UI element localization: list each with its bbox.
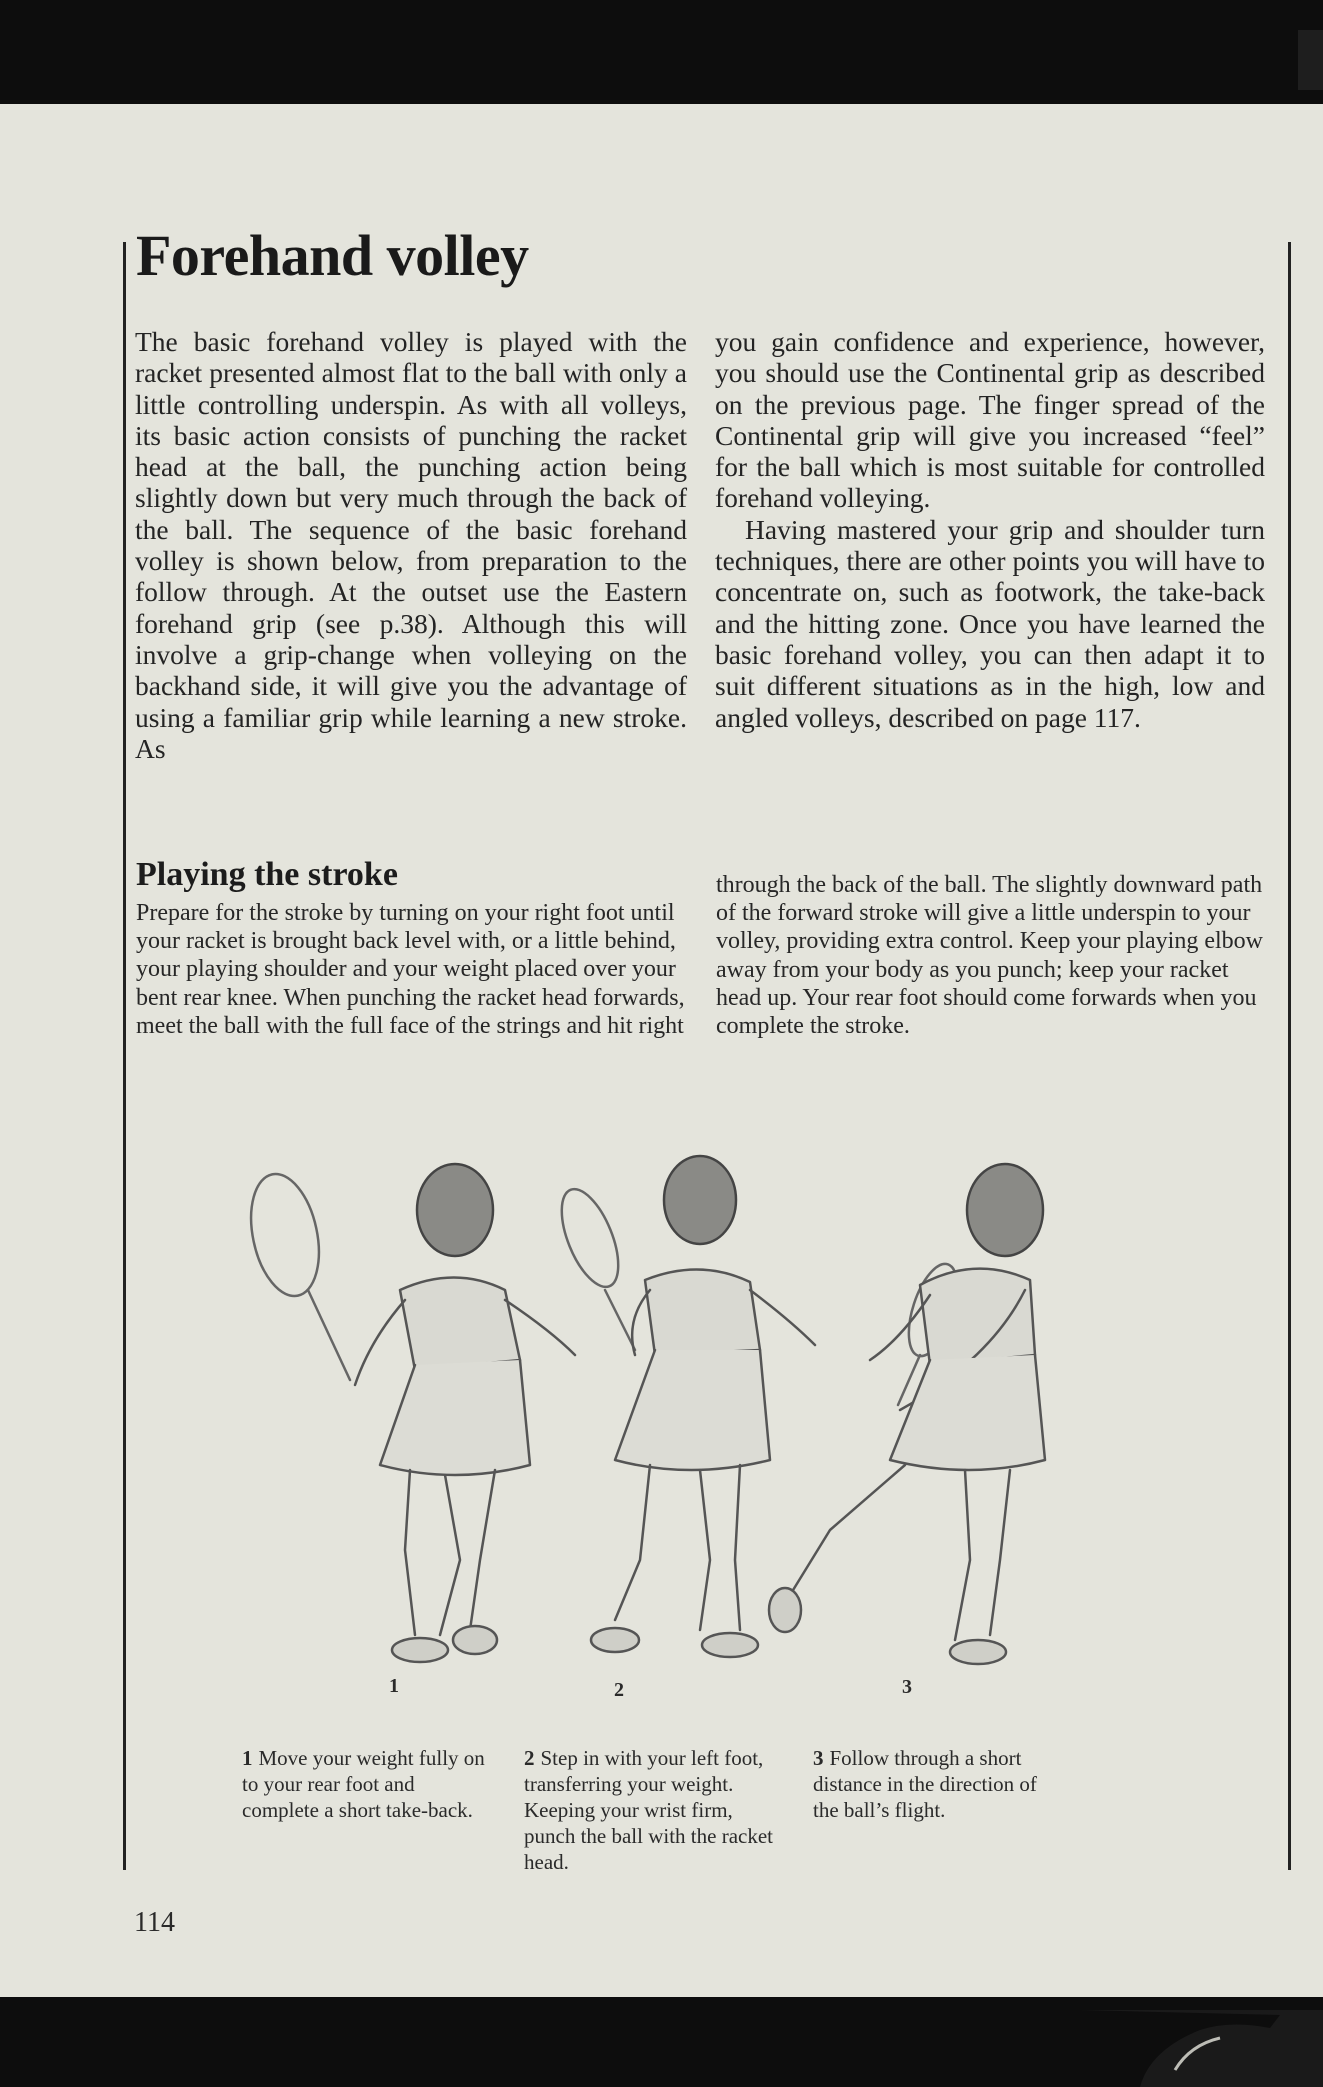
scan-hand-shadow [1080, 2010, 1323, 2087]
figure-number-1: 1 [389, 1675, 399, 1697]
left-margin-rule [123, 242, 126, 1870]
section-column-right: through the back of the ball. The slightly downward path of the forward stroke will give a little underspin to your volley, providing extra control. Keep your playing elbow away from your body as you punch; keep your racket head up. Your rear foot should come forwards when you complete the stroke. [716, 872, 1263, 1040]
caption-text-3: Follow through a short distance in the direction of the ball’s flight. [813, 1746, 1037, 1822]
figure-number-2: 2 [614, 1679, 624, 1701]
section-column-left: Prepare for the stroke by turning on your right foot until your racket is brought back level with, or a little behind, your playing shoulder and your weight placed over your bent rear knee. When punching the racket head forwards, meet the ball with the full face of the strings and hit right [136, 900, 685, 1039]
caption-number-3: 3 [813, 1746, 824, 1770]
intro-paragraph-1: The basic forehand volley is played with the racket presented almost flat to the ball with only a little controlling underspin. As with all volleys, its basic action consists of punching the racket head at the ball, the punching action being slightly down but very much through the back of the ball. The sequence of the basic forehand volley is shown below, from preparation to the follow through. At the outset use the Eastern forehand grip (see p.38). Although this will involve a grip-change when volleying on the backhand side, it will give you the advantage of using a familiar grip while learning a new stroke. As [135, 326, 687, 764]
caption-number-1: 1 [242, 1746, 253, 1770]
intro-column-left [135, 326, 687, 764]
figure-caption-1 [242, 1745, 492, 1823]
player-figure-3 [769, 1164, 1045, 1664]
right-margin-rule [1288, 242, 1291, 1870]
caption-text-2: Step in with your left foot, transferring your weight. Keeping your wrist firm, punch the ball with the racket head. [524, 1746, 773, 1874]
page-number: 114 [134, 1907, 175, 1938]
figure-caption-3 [813, 1745, 1063, 1823]
intro-paragraph-1-continued: you gain confidence and experience, however, you should use the Continental grip as described on the previous page. The finger spread of the Continental grip will give you increased “feel” for the ball which is most suitable for controlled forehand volleying. [715, 326, 1265, 514]
player-figure-1 [241, 1164, 575, 1662]
intro-column-right [715, 326, 1265, 733]
forehand-volley-sequence-illustration [230, 1140, 1190, 1710]
player-figure-2 [550, 1156, 815, 1657]
scan-edge-top-right [1298, 30, 1323, 90]
intro-paragraph-2: Having mastered your grip and shoulder turn techniques, there are other points you will have to concentrate on, such as footwork, the take-back and the hitting zone. Once you have learned the basic forehand volley, you can then adapt it to suit different situations as in the high, low and angled volleys, described on page 117. [715, 513, 1265, 733]
section-heading: Playing the stroke [136, 856, 398, 893]
figure-caption-2 [524, 1745, 774, 1875]
caption-text-1: Move your weight fully on to your rear foot and complete a short take-back. [242, 1746, 485, 1822]
figure-number-3: 3 [902, 1676, 912, 1698]
page-title: Forehand volley [136, 223, 529, 288]
caption-number-2: 2 [524, 1746, 535, 1770]
